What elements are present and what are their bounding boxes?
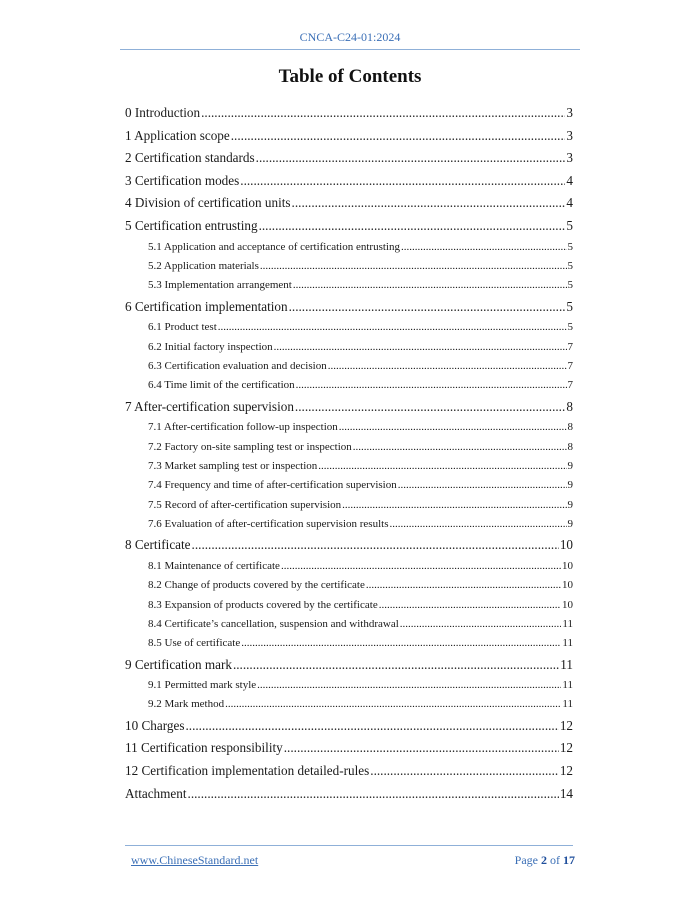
toc-entry[interactable] [125,654,573,677]
toc-entry-label: 5.3 Implementation arrangement [148,279,292,292]
toc-entry-page: 12 [559,740,573,756]
dot-leader [284,737,559,760]
toc-entry-label: 11 Certification responsibility [125,740,283,756]
toc-subentry[interactable] [125,357,573,376]
toc-entry-page: 7 [567,340,573,353]
page-title: Table of Contents [278,66,422,87]
toc-subentry[interactable] [125,238,573,257]
dot-leader [353,438,567,457]
document-id: CNCA-C24-01:2024 [299,30,401,44]
toc-subentry[interactable] [125,557,573,576]
toc-entry-label: 9 Certification mark [125,656,232,672]
dot-leader [398,476,567,495]
toc-entry-label: 7.4 Frequency and time of after-certification supervision [148,479,397,492]
dot-leader [289,296,566,319]
toc-entry-page: 10 [562,559,573,572]
toc-subentry[interactable] [125,476,573,495]
toc-subentry[interactable] [125,418,573,437]
dot-leader [293,276,567,295]
dot-leader [192,534,559,557]
toc-entry-label: 9.1 Permitted mark style [148,679,257,692]
website-link[interactable]: www.ChineseStandard.net [131,853,259,867]
toc-entry-page: 9 [567,498,573,511]
toc-entry-page: 8 [567,440,573,453]
toc-entry-page: 9 [567,459,573,472]
toc-entry-page: 11 [562,698,573,711]
toc-entry[interactable] [125,147,573,170]
dot-leader [233,654,559,677]
toc-entry-page: 5 [567,259,573,272]
toc-entry-label: 7 After-certification supervision [125,398,294,414]
dot-leader [185,715,558,738]
toc-subentry[interactable] [125,676,573,695]
toc-entry[interactable] [125,760,573,783]
toc-entry-page: 4 [566,172,573,188]
page-total: 17 [563,853,575,867]
toc-entry[interactable] [125,737,573,760]
toc-entry[interactable] [125,534,573,557]
toc-entry-label: 8 Certificate [125,537,191,553]
toc-entry[interactable] [125,192,573,215]
toc-entry-label: 6.1 Product test [148,321,217,334]
toc-entry-label: 3 Certification modes [125,172,240,188]
toc-entry-label: 0 Introduction [125,105,201,120]
dot-leader [342,496,566,515]
toc-entry-label: 9.2 Mark method [148,698,225,711]
running-header [120,30,580,50]
page-indicator [515,853,575,868]
toc-entry-page: 8 [567,421,573,434]
toc-entry-page: 7 [567,379,573,392]
page-of: of [550,853,560,867]
toc-entry-page: 11 [562,617,573,630]
toc-entry-label: 6 Certification implementation [125,298,288,314]
toc-entry-label: 8.5 Use of certificate [148,637,241,650]
toc-subentry[interactable] [125,318,573,337]
toc-entry[interactable] [125,296,573,319]
toc-entry-label: 8.1 Maintenance of certificate [148,559,280,572]
toc-entry-page: 14 [559,785,573,801]
toc-entry-label: 5 Certification entrusting [125,217,258,233]
toc-subentry[interactable] [125,634,573,653]
dot-leader [339,418,567,437]
dot-leader [259,215,566,238]
toc-entry-label: 5.1 Application and acceptance of certification entrusting [148,240,400,253]
toc-entry-page: 11 [560,656,573,672]
toc-entry[interactable] [125,215,573,238]
toc-entry-label: 6.4 Time limit of the certification [148,379,295,392]
toc-entry-label: Attachment [125,785,187,801]
toc-entry-label: 7.2 Factory on-site sampling test or inspection [148,440,352,453]
dot-leader [201,102,565,125]
toc-entry-label: 1 Application scope [125,127,230,143]
dot-leader [370,760,559,783]
toc-entry-label: 6.2 Initial factory inspection [148,340,273,353]
toc-entry-page: 7 [567,359,573,372]
page-current: 2 [541,853,547,867]
toc-subentry[interactable] [125,438,573,457]
dot-leader [188,783,559,806]
toc-entry-page: 5 [566,298,573,314]
toc-entry[interactable] [125,396,573,419]
dot-leader [400,615,562,634]
toc-subentry[interactable] [125,695,573,714]
toc-subentry[interactable] [125,338,573,357]
toc-entry-page: 3 [566,105,573,120]
dot-leader [260,257,567,276]
toc-entry[interactable] [125,783,573,806]
dot-leader [379,596,561,615]
dot-leader [401,238,567,257]
toc-entry-page: 5 [566,217,573,233]
dot-leader [295,396,565,419]
toc-entry-page: 9 [567,517,573,530]
toc-entry-label: 8.4 Certificate’s cancellation, suspension and withdrawal [148,617,399,630]
toc-subentry[interactable] [125,515,573,534]
dot-leader [241,634,561,653]
toc-entry-page: 8 [566,398,573,414]
page-prefix: Page [514,853,538,867]
toc-subentry[interactable] [125,496,573,515]
toc-entry[interactable] [125,125,573,148]
toc-entry-label: 8.2 Change of products covered by the certificate [148,579,365,592]
dot-leader [218,318,567,337]
toc-entry-page: 12 [559,763,573,778]
toc-subentry[interactable] [125,576,573,595]
toc-entry-label: 7.1 After-certification follow-up inspection [148,421,338,434]
footer-divider [125,845,573,846]
dot-leader [328,357,567,376]
dot-leader [225,695,561,714]
toc-entry-page: 10 [559,537,573,553]
toc-entry-page: 10 [562,579,573,592]
toc-entry[interactable] [125,170,573,193]
toc-entry-label: 4 Division of certification units [125,195,291,211]
toc-entry-page: 3 [566,127,573,143]
dot-leader [366,576,561,595]
toc-subentry[interactable] [125,276,573,295]
toc-entry-label: 10 Charges [125,717,185,733]
toc-subentry[interactable] [125,596,573,615]
toc-entry-page: 5 [567,321,573,334]
toc-entry-label: 7.3 Market sampling test or inspection [148,459,318,472]
toc-entry-label: 6.3 Certification evaluation and decision [148,359,327,372]
toc-entry-label: 12 Certification implementation detailed-rules [125,763,370,778]
dot-leader [389,515,566,534]
toc-entry-label: 7.5 Record of after-certification supervision [148,498,342,511]
toc-entry-page: 11 [562,679,573,692]
toc-entry-page: 4 [566,195,573,211]
toc-subentry[interactable] [125,257,573,276]
toc-entry[interactable] [125,715,573,738]
dot-leader [318,457,566,476]
dot-leader [240,170,565,193]
dot-leader [281,557,561,576]
dot-leader [231,125,566,148]
toc-entry-page: 5 [567,240,573,253]
toc-entry-page: 3 [566,150,573,166]
toc-entry-page: 10 [562,598,573,611]
toc-subentry[interactable] [125,457,573,476]
toc-entry-page: 12 [559,717,573,733]
toc-entry-label: 7.6 Evaluation of after-certification supervision results [148,517,389,530]
toc-entry-page: 11 [562,637,573,650]
dot-leader [257,676,561,695]
toc-entry-label: 5.2 Application materials [148,259,259,272]
toc-entry-page: 5 [567,279,573,292]
dot-leader [296,376,567,395]
table-of-contents [125,102,573,805]
toc-entry-label: 2 Certification standards [125,150,255,166]
dot-leader [256,147,566,170]
dot-leader [292,192,566,215]
toc-entry[interactable] [125,102,573,125]
toc-subentry[interactable] [125,615,573,634]
toc-entry-page: 9 [567,479,573,492]
toc-entry-label: 8.3 Expansion of products covered by the certificate [148,598,378,611]
dot-leader [274,338,567,357]
toc-subentry[interactable] [125,376,573,395]
